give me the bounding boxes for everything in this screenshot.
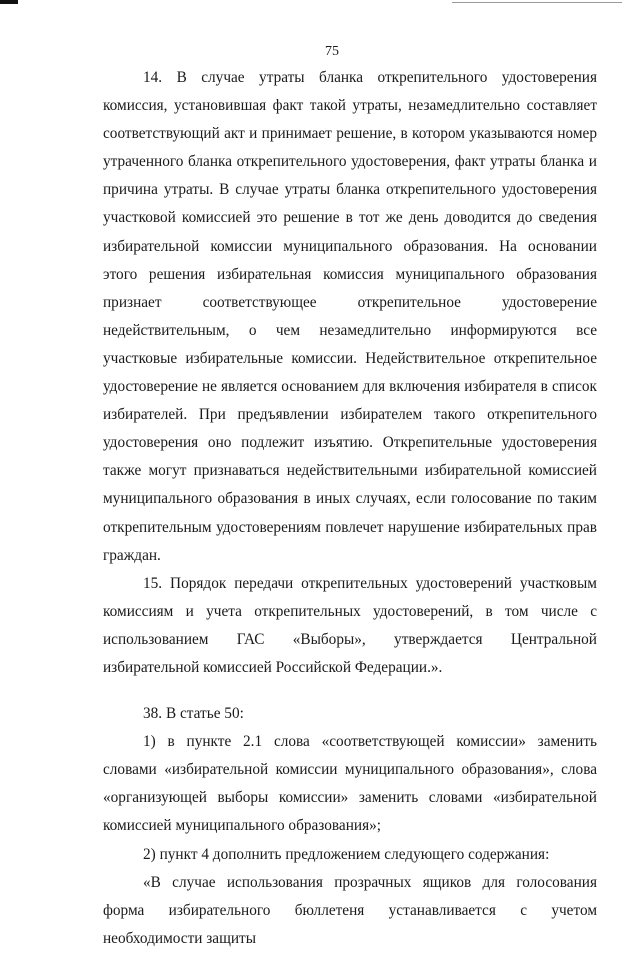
scan-artifact-left bbox=[0, 0, 18, 4]
document-body bbox=[103, 64, 597, 953]
paragraph-item-2: 2) пункт 4 дополнить предложением следующего содержания: bbox=[143, 845, 550, 863]
paragraph-item-1: 1) в пункте 2.1 слова «соответствующей комиссии» заменить словами «избирательной комиссии муниципального образования», слова «организующей выборы комиссии» заменить словами «избирательной комиссией муниципального образования»; bbox=[103, 733, 597, 835]
paragraph-article-50-heading: 38. В статье 50: bbox=[143, 705, 244, 723]
paragraph-quote: «В случае использования прозрачных ящиков для голосования форма избирательного бюллетеня устанавливается с учетом необходимости защиты bbox=[103, 873, 597, 947]
paragraph-15: 15. Порядок передачи открепительных удостоверений участковым комиссиям и учета открепительных удостоверений, в том числе с использованием ГАС «Выборы», утверждается Центральной избирательной комиссией Российской Федерации.». bbox=[103, 574, 597, 676]
paragraph-14: 14. В случае утраты бланка открепительного удостоверения комиссия, установившая факт такой утраты, незамедлительно составляет соответствующий акт и принимает решение, в котором указываются номер утраченного бланка открепительного удостоверения, факт утраты бланка и причина утраты. В случае утраты бланка открепительного удостоверения участковой комиссией это решение в тот же день доводится до сведения избирательной комиссии муниципального образования. На основании этого решения избирательная комиссия муниципального образования признает соответствующее открепительное удостоверение недействительным, о чем незамедлительно информируются все участковые избирательные комиссии. Недействительное открепительное удостоверение не является основанием для включения избирателя в список избирателей. При предъявлении избирателем такого открепительного удостоверения оно подлежит изъятию. Открепительные удостоверения также могут признаваться недействительными избирательной комиссией муниципального образования в иных случаях, если голосование по таким открепительным удостоверениям повлечет нарушение избирательных прав граждан. bbox=[103, 69, 597, 564]
scan-artifact-right bbox=[452, 2, 622, 3]
paragraph-gap bbox=[103, 682, 597, 700]
page-number: 75 bbox=[325, 44, 339, 59]
